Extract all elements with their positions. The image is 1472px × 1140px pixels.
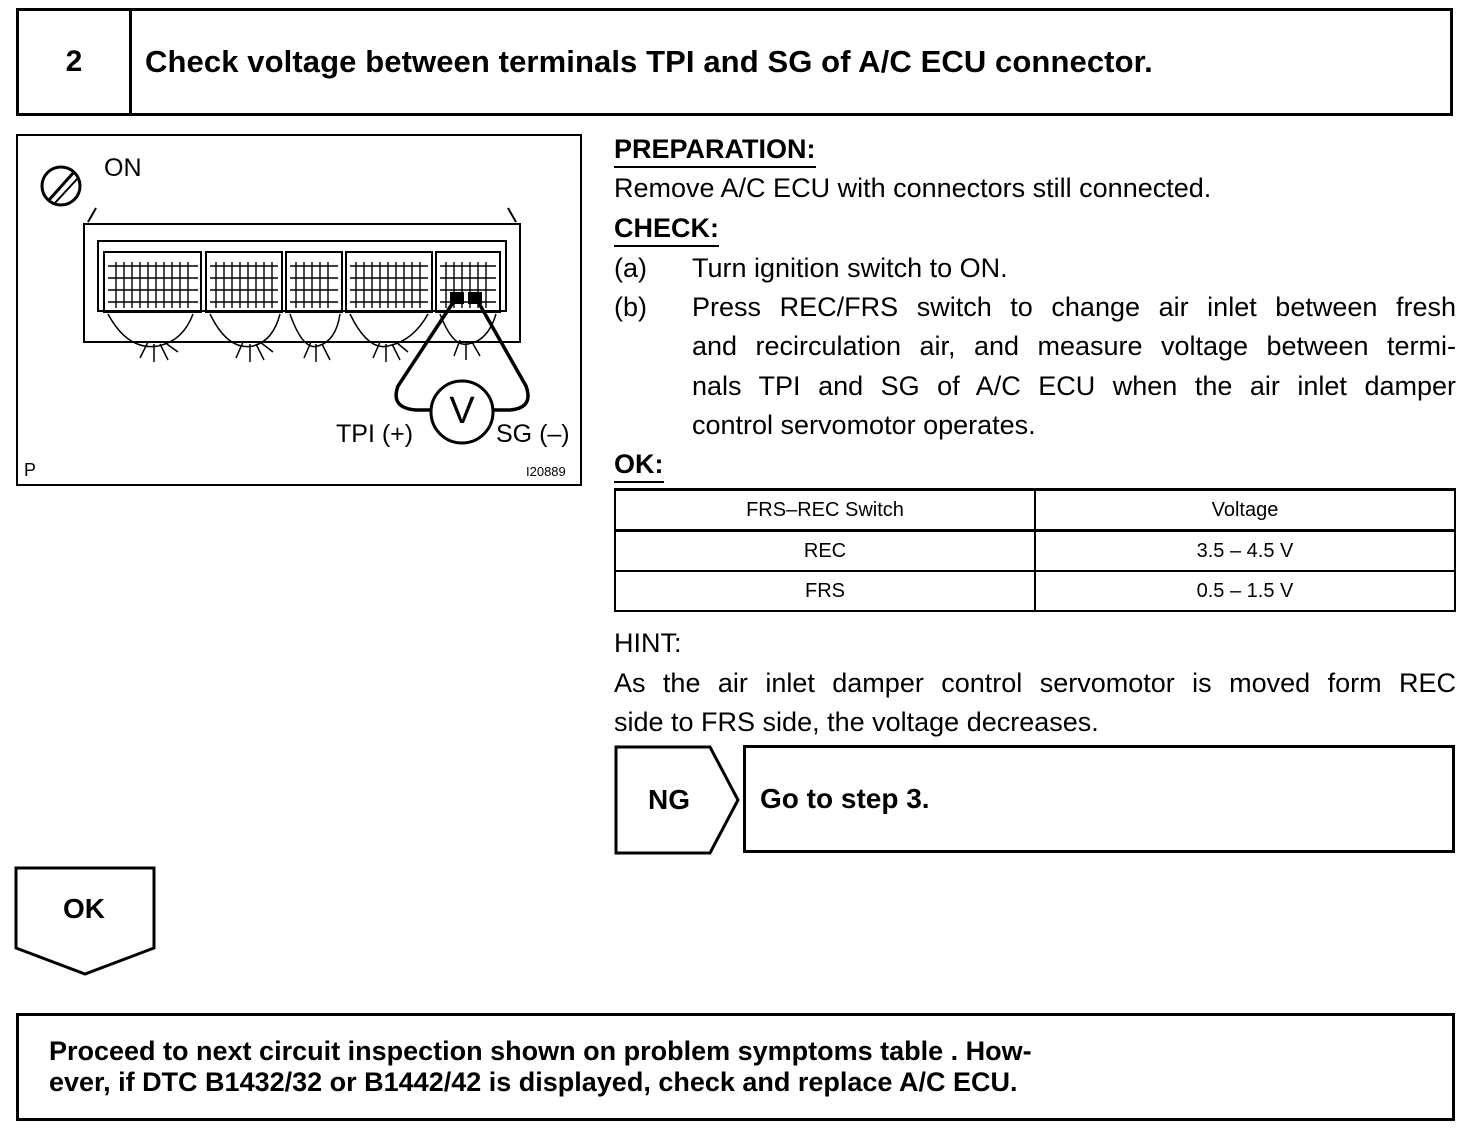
- check-step-line: and recirculation air, and measure voltage between termi-: [692, 331, 1456, 361]
- table-cell: 3.5 – 4.5 V: [1035, 531, 1455, 572]
- table-cell: FRS: [615, 571, 1035, 611]
- preparation-text: Remove A/C ECU with connectors still connected.: [614, 173, 1212, 203]
- ng-label: NG: [648, 784, 690, 815]
- check-step-marker: (b): [614, 292, 647, 322]
- voltmeter-label: V: [449, 390, 475, 432]
- step-title: Check voltage between terminals TPI and SG of A/C ECU connector.: [145, 44, 1153, 79]
- ignition-on-label: ON: [104, 154, 142, 182]
- connector-figure: [16, 134, 582, 486]
- table-row: [615, 571, 1455, 611]
- result-box: [16, 1013, 1455, 1121]
- figure-code: I20889: [526, 464, 566, 479]
- check-step-line: control servomotor operates.: [692, 410, 1036, 440]
- ignition-key-icon: [42, 167, 80, 205]
- check-step-line: Turn ignition switch to ON.: [692, 253, 1008, 283]
- voltage-spec-table: [614, 488, 1456, 612]
- connector-pins: [108, 262, 496, 308]
- probe-minus-label: SG (–): [496, 420, 570, 448]
- ok-label: OK: [63, 893, 105, 924]
- table-cell: 0.5 – 1.5 V: [1035, 571, 1455, 611]
- wire-harness: [108, 314, 496, 362]
- hint-line: As the air inlet damper control servomotor is moved form REC: [614, 668, 1456, 698]
- preparation-heading: PREPARATION:: [614, 136, 816, 163]
- probe-plus-label: TPI (+): [336, 420, 414, 448]
- check-step-marker: (a): [614, 253, 647, 283]
- check-step-line: nals TPI and SG of A/C ECU when the air inlet damper: [692, 371, 1456, 401]
- result-line: ever, if DTC B1432/32 or B1442/42 is displayed, check and replace A/C ECU.: [49, 1067, 1018, 1097]
- table-header-row: [615, 490, 1455, 531]
- hint-heading: HINT:: [614, 628, 682, 658]
- table-cell: REC: [615, 531, 1035, 572]
- ng-action-box: Go to step 3.: [743, 745, 1455, 853]
- table-header-cell: FRS–REC Switch: [615, 490, 1035, 531]
- step-header: [16, 8, 1453, 116]
- table-row: [615, 531, 1455, 572]
- ok-heading: OK:: [614, 451, 664, 478]
- check-heading: CHECK:: [614, 215, 719, 242]
- table-header-cell: Voltage: [1035, 490, 1455, 531]
- hint-line: side to FRS side, the voltage decreases.: [614, 707, 1099, 737]
- step-number: 2: [19, 11, 132, 113]
- result-line: Proceed to next circuit inspection shown on problem symptoms table . How-: [49, 1036, 1032, 1066]
- figure-corner-label: P: [24, 460, 37, 480]
- check-step-line: Press REC/FRS switch to change air inlet between fresh: [692, 292, 1456, 322]
